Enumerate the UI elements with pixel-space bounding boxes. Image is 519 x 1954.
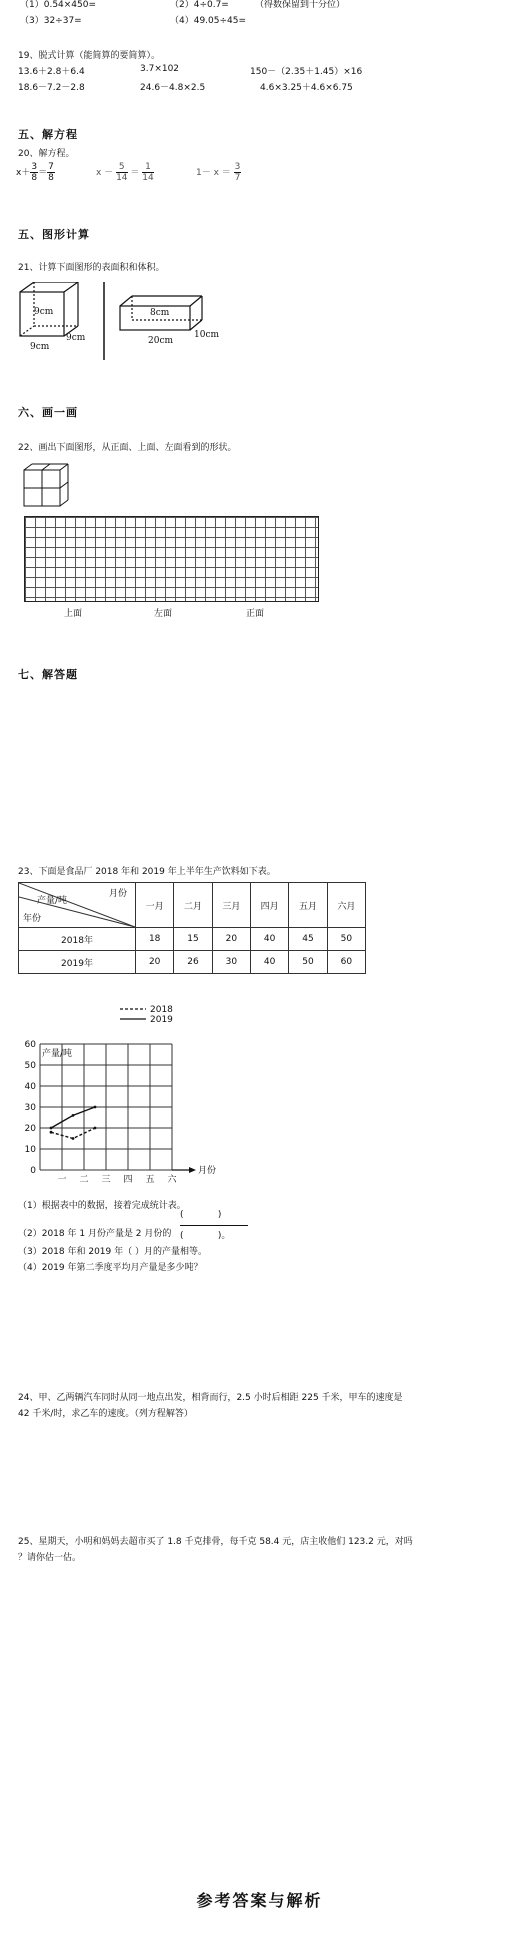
q19-item: 150－（2.35＋1.45）×16 (250, 67, 363, 77)
q23-sub-4: （4）2019 年第二季度平均月产量是多少吨？ (18, 1263, 203, 1273)
month-header: 四月 (250, 883, 288, 928)
table-cell: 60 (327, 951, 365, 974)
y-tick-label: 30 (24, 1103, 36, 1113)
data-point-2018 (50, 1131, 53, 1134)
month-header: 一月 (136, 883, 174, 928)
q23-sub-3: （3）2018 年和 2019 年（ ）月的产量相等。 (18, 1247, 207, 1257)
y-axis-label: 产量/吨 (42, 1049, 73, 1059)
q24-text-line-1: 24、甲、乙两辆汽车同时从同一地点出发，相背而行，2.5 小时后相距 225 千米，甲车的速度是 (18, 1393, 403, 1403)
cube-label-front: 9cm (34, 307, 54, 317)
q20-equation-2: x － $\frac{5}{14}$ ＝ $\frac{1}{14}$ (96, 162, 154, 183)
section-heading-figure: 五、图形计算 (18, 228, 90, 241)
y-tick-label: 40 (24, 1082, 36, 1092)
q21-title: 21、计算下面图形的表面积和体积。 (18, 263, 165, 273)
header-month: 月份 (108, 889, 127, 899)
q19-item: 3.7×102 (140, 64, 180, 74)
q19-item: 18.6－7.2－2.8 (18, 83, 85, 93)
x-tick-label: 四 (123, 1175, 133, 1184)
q19-title: 19、脱式计算（能简算的要简算）。 (18, 51, 160, 61)
q23-blank-bottom: ( )。 (180, 1231, 231, 1241)
row-label: 2019年 (19, 951, 136, 974)
q25-text-line-1: 25、星期天，小明和妈妈去超市买了 1.8 千克排骨，每千克 58.4 元，店主收他们 123.2 元，对吗 (18, 1537, 413, 1547)
data-point-2019 (50, 1127, 53, 1130)
series-line-2019 (51, 1107, 95, 1128)
q24-text-line-2: 42 千米/时，求乙车的速度。（列方程解答） (18, 1409, 193, 1419)
table-cell: 40 (250, 951, 288, 974)
y-tick-label: 10 (24, 1145, 36, 1155)
table-cell: 50 (289, 951, 327, 974)
q18-item-3: （3）32÷37= (20, 16, 82, 26)
legend-label-2019: 2019 (150, 1015, 173, 1025)
drawing-grid (24, 516, 319, 602)
q19-item: 4.6×3.25＋4.6×6.75 (260, 83, 353, 93)
table-cell: 45 (289, 928, 327, 951)
data-point-2018 (72, 1137, 75, 1140)
box-label-side: 10cm (194, 330, 220, 340)
grid-label-front-view: 正面 (246, 609, 265, 619)
y-tick-label: 0 (30, 1166, 36, 1176)
table-row (19, 951, 366, 974)
stacked-cubes-figure (22, 460, 72, 510)
q23-blank-top: ( ) (180, 1210, 222, 1220)
x-tick-label: 二 (79, 1175, 89, 1184)
section-heading-solve: 七、解答题 (18, 668, 78, 681)
q23-title: 23、下面是食品厂 2018 年和 2019 年上半年生产饮料如下表。 (18, 867, 276, 877)
x-tick-label: 一 (57, 1175, 67, 1184)
q22-title: 22、画出下面图形，从正面、上面、左面看到的形状。 (18, 443, 237, 453)
x-axis-arrowhead (189, 1167, 196, 1173)
table-cell: 15 (174, 928, 212, 951)
month-header: 三月 (212, 883, 250, 928)
q18-item-1: （1）0.54×450= (20, 0, 97, 10)
data-point-2019 (72, 1114, 75, 1117)
table-diagonal-header (19, 883, 136, 928)
table-cell: 40 (250, 928, 288, 951)
month-header: 五月 (289, 883, 327, 928)
table-cell: 20 (212, 928, 250, 951)
table-cell: 18 (136, 928, 174, 951)
header-year: 年份 (23, 914, 42, 924)
answer-key-title: 参考答案与解析 (196, 1891, 323, 1910)
row-label: 2018年 (19, 928, 136, 951)
data-point-2019 (94, 1106, 97, 1109)
table-cell: 50 (327, 928, 365, 951)
section-heading-equation: 五、解方程 (18, 128, 78, 141)
q18-item-4: （4）49.05÷45= (170, 16, 247, 26)
q20-equation-1: x＋ $\frac{3}{8}$ ＝ $\frac{7}{8}$ (16, 162, 54, 183)
cube-label-side: 9cm (66, 333, 86, 343)
y-tick-label: 50 (24, 1061, 36, 1071)
q18-note: （得数保留到十分位） (255, 0, 346, 10)
box-label-top: 8cm (150, 308, 170, 318)
table-cell: 30 (212, 951, 250, 974)
q19-item: 24.6－4.8×2.5 (140, 83, 206, 93)
cube-label-bottom: 9cm (30, 342, 50, 352)
month-header: 二月 (174, 883, 212, 928)
y-tick-label: 20 (24, 1124, 36, 1134)
q23-line-chart (14, 1004, 244, 1184)
x-axis-label: 月份 (198, 1166, 217, 1176)
q23-data-table (18, 882, 366, 974)
q23-sub-1: （1）根据表中的数据，接着完成统计表。 (18, 1201, 186, 1211)
data-point-2018 (94, 1127, 97, 1130)
box-label-bottom: 20cm (148, 336, 174, 346)
q25-text-line-2: ？请你估一估。 (18, 1553, 82, 1563)
q23-sub-2: （2）2018 年 1 月份产量是 2 月份的 (18, 1229, 172, 1239)
grid-label-top-view: 上面 (64, 609, 83, 619)
q20-title: 20、解方程。 (18, 149, 75, 159)
table-cell: 20 (136, 951, 174, 974)
section-heading-draw: 六、画一画 (18, 406, 78, 419)
q23-fraction-bar (180, 1225, 248, 1226)
q18-item-2: （2）4÷0.7= (170, 0, 229, 10)
series-line-2018 (51, 1128, 95, 1139)
header-output: 产量/吨 (37, 896, 68, 906)
legend-label-2018: 2018 (150, 1005, 173, 1015)
q20-equation-3: 1－ x ＝ $\frac{3}{7}$ (196, 162, 241, 183)
table-cell: 26 (174, 951, 212, 974)
x-tick-label: 六 (167, 1175, 177, 1184)
y-tick-label: 60 (24, 1040, 36, 1050)
month-header: 六月 (327, 883, 365, 928)
x-tick-label: 三 (101, 1175, 111, 1184)
grid-label-left-view: 左面 (154, 609, 173, 619)
q19-item: 13.6＋2.8＋6.4 (18, 67, 85, 77)
x-tick-label: 五 (145, 1175, 155, 1184)
table-row (19, 928, 366, 951)
